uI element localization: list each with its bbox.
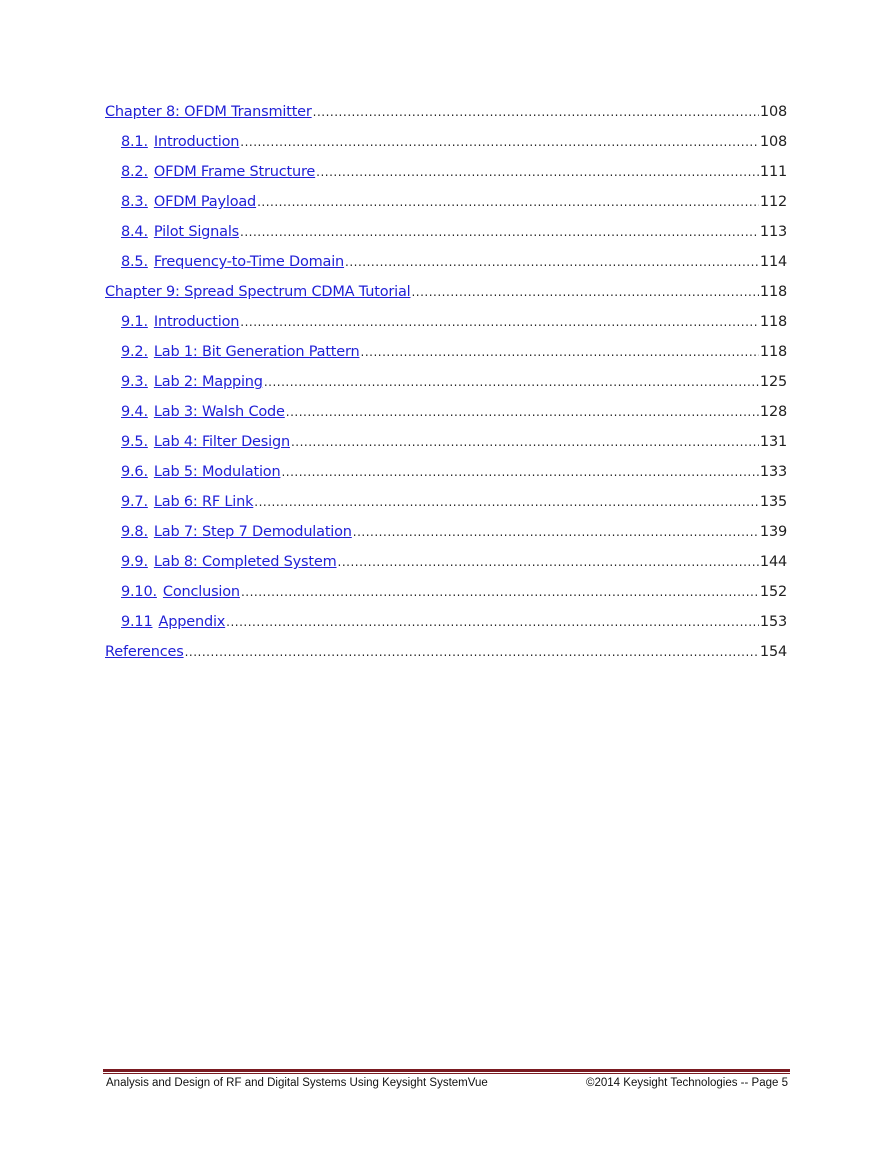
toc-page-number: 153: [759, 614, 787, 630]
toc-leader-dots: [257, 195, 759, 209]
toc-title: Pilot Signals: [153, 224, 240, 240]
toc-title: Conclusion: [162, 584, 240, 600]
toc-section-link[interactable]: [105, 194, 787, 224]
toc-page-number: 112: [759, 194, 787, 210]
toc-page-number: 131: [759, 434, 787, 450]
toc-section-link[interactable]: [105, 374, 787, 404]
toc-page-number: 154: [759, 644, 787, 660]
toc-chapter-link[interactable]: [105, 284, 787, 314]
footer-rule-thin: [103, 1073, 790, 1074]
toc-page-number: 135: [759, 494, 787, 510]
toc-number: 9.5.: [121, 434, 148, 450]
footer-title: Analysis and Design of RF and Digital Systems Using Keysight SystemVue: [106, 1077, 488, 1089]
toc-section-link[interactable]: [105, 524, 787, 554]
toc-title: Lab 4: Filter Design: [153, 434, 290, 450]
footer-copyright: ©2014 Keysight Technologies -- Page 5: [586, 1077, 788, 1089]
toc-title: Frequency-to-Time Domain: [153, 254, 345, 270]
toc-page-number: 118: [759, 314, 787, 330]
toc-section-link[interactable]: [105, 584, 787, 614]
toc-page-number: 113: [759, 224, 787, 240]
toc-number: 8.1.: [121, 134, 148, 150]
toc-section-link[interactable]: [105, 404, 787, 434]
toc-title: OFDM Payload: [153, 194, 257, 210]
toc-leader-dots: [240, 225, 759, 239]
toc-leader-dots: [185, 645, 759, 659]
toc-section-link[interactable]: [105, 314, 787, 344]
toc-section-link[interactable]: [105, 164, 787, 194]
toc-page-number: 139: [759, 524, 787, 540]
table-of-contents: [105, 104, 787, 674]
toc-section-link[interactable]: [105, 434, 787, 464]
toc-page-number: 144: [759, 554, 787, 570]
toc-leader-dots: [226, 615, 759, 629]
toc-number: 9.8.: [121, 524, 148, 540]
toc-leader-dots: [264, 375, 759, 389]
toc-title: Lab 5: Modulation: [153, 464, 281, 480]
toc-chapter-link[interactable]: [105, 644, 787, 674]
toc-leader-dots: [286, 405, 759, 419]
toc-leader-dots: [291, 435, 759, 449]
toc-title: Lab 8: Completed System: [153, 554, 337, 570]
toc-section-link[interactable]: [105, 224, 787, 254]
toc-number: 9.7.: [121, 494, 148, 510]
toc-number: 9.10.: [121, 584, 157, 600]
toc-title: Introduction: [153, 134, 240, 150]
toc-page-number: 114: [759, 254, 787, 270]
toc-section-link[interactable]: [105, 254, 787, 284]
toc-title: Lab 1: Bit Generation Pattern: [153, 344, 360, 360]
page-footer: [106, 1077, 788, 1089]
toc-number: 9.4.: [121, 404, 148, 420]
toc-page-number: 108: [759, 104, 787, 120]
toc-number: 9.9.: [121, 554, 148, 570]
toc-leader-dots: [281, 465, 758, 479]
toc-page-number: 108: [759, 134, 787, 150]
toc-page-number: 128: [759, 404, 787, 420]
toc-title: Appendix: [158, 614, 226, 630]
toc-title: Lab 2: Mapping: [153, 374, 263, 390]
toc-title: Lab 6: RF Link: [153, 494, 254, 510]
toc-section-link[interactable]: [105, 494, 787, 524]
toc-section-link[interactable]: [105, 554, 787, 584]
toc-number: 9.11: [121, 614, 153, 630]
toc-page-number: 133: [759, 464, 787, 480]
toc-title: Lab 7: Step 7 Demodulation: [153, 524, 352, 540]
toc-leader-dots: [411, 285, 758, 299]
toc-number: 8.5.: [121, 254, 148, 270]
toc-number: 8.4.: [121, 224, 148, 240]
toc-page-number: 152: [759, 584, 787, 600]
toc-leader-dots: [240, 135, 759, 149]
toc-number: 9.6.: [121, 464, 148, 480]
toc-number: 9.3.: [121, 374, 148, 390]
toc-title: Chapter 9: Spread Spectrum CDMA Tutorial: [105, 284, 411, 300]
toc-section-link[interactable]: [105, 344, 787, 374]
toc-section-link[interactable]: [105, 134, 787, 164]
toc-leader-dots: [313, 105, 759, 119]
toc-leader-dots: [254, 495, 759, 509]
toc-page-number: 118: [759, 284, 787, 300]
toc-section-link[interactable]: [105, 464, 787, 494]
toc-leader-dots: [240, 315, 759, 329]
toc-leader-dots: [241, 585, 759, 599]
toc-leader-dots: [361, 345, 759, 359]
toc-leader-dots: [353, 525, 759, 539]
toc-page-number: 111: [759, 164, 787, 180]
toc-title: Introduction: [153, 314, 240, 330]
toc-number: 9.1.: [121, 314, 148, 330]
toc-title: Lab 3: Walsh Code: [153, 404, 285, 420]
toc-title: Chapter 8: OFDM Transmitter: [105, 104, 312, 120]
toc-number: 8.2.: [121, 164, 148, 180]
toc-section-link[interactable]: [105, 614, 787, 644]
toc-leader-dots: [316, 165, 759, 179]
toc-page-number: 118: [759, 344, 787, 360]
toc-chapter-link[interactable]: [105, 104, 787, 134]
footer-rule: [103, 1069, 790, 1072]
toc-leader-dots: [338, 555, 759, 569]
toc-leader-dots: [345, 255, 759, 269]
toc-title: OFDM Frame Structure: [153, 164, 316, 180]
toc-page-number: 125: [759, 374, 787, 390]
toc-number: 8.3.: [121, 194, 148, 210]
toc-number: 9.2.: [121, 344, 148, 360]
toc-title: References: [105, 644, 184, 660]
